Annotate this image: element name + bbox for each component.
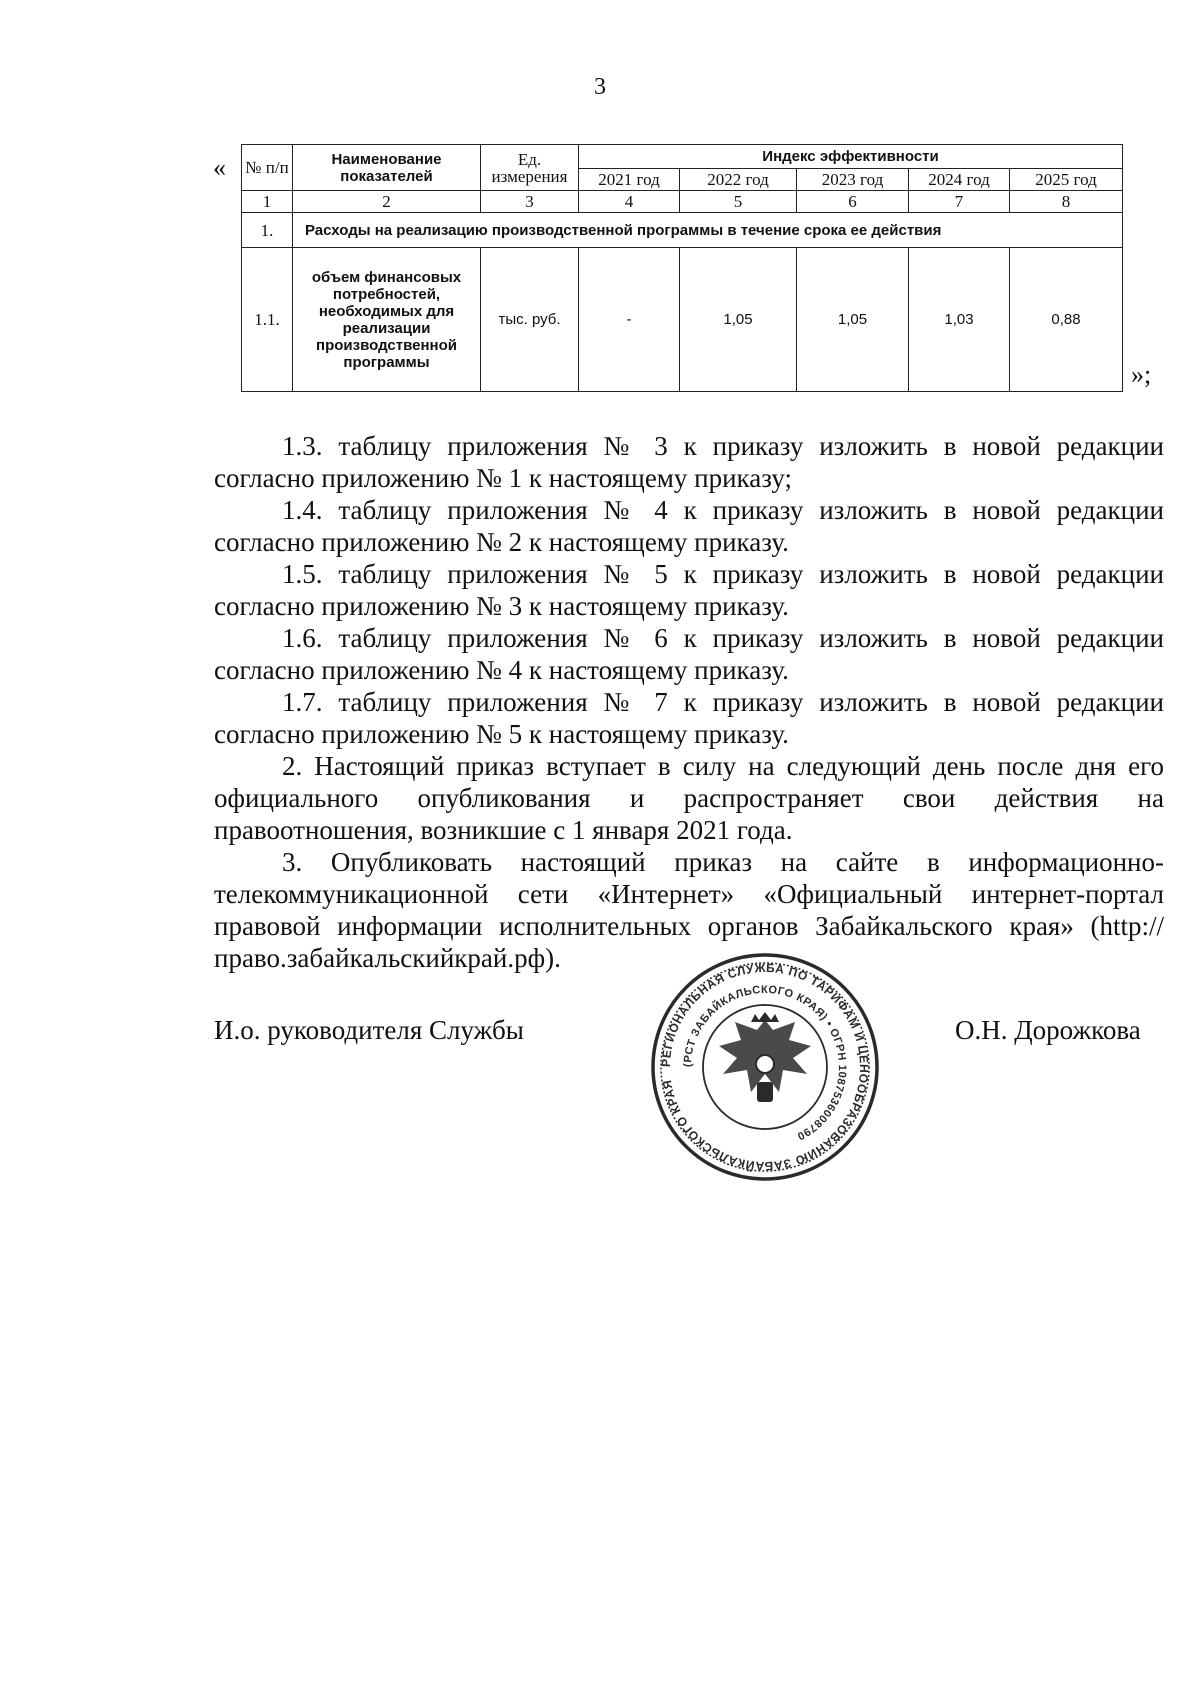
body-text: [214, 430, 1164, 974]
header-index-group: Индекс эффективности: [579, 145, 1123, 169]
row-num: 1.1.: [242, 248, 293, 392]
column-number: 8: [1010, 191, 1123, 213]
paragraph: 2. Настоящий приказ вступает в силу на следующий день после дня его официального опубликования и распространяет свои действия на правоотношения, возникшие с 1 января 2021 года.: [214, 751, 1164, 845]
header-year: 2021 год: [579, 169, 680, 191]
header-num: № п/п: [242, 145, 293, 191]
header-year: 2022 год: [680, 169, 797, 191]
row-value: 0,88: [1010, 248, 1123, 392]
table-row: [242, 248, 1123, 392]
column-number: 7: [909, 191, 1010, 213]
paragraph: 3. Опубликовать настоящий приказ на сайте в информационно-телекоммуникационной сети «Интернет» «Официальный интернет-портал правовой информации исполнительных органов Забайкальского края» (http://право.забайкальскийкрай.рф).: [214, 847, 1164, 973]
eagle-emblem-icon: [719, 1012, 811, 1102]
page-number: 3: [594, 74, 606, 100]
official-seal-stamp: [625, 942, 905, 1192]
column-number: 3: [481, 191, 579, 213]
section-title: Расходы на реализацию производственной программы в течение срока ее действия: [293, 213, 1123, 248]
paragraph: 1.3. таблицу приложения № 3 к приказу изложить в новой редакции согласно приложению № 1 к настоящему приказу;: [214, 431, 1164, 493]
column-number: 4: [579, 191, 680, 213]
header-year: 2023 год: [797, 169, 909, 191]
efficiency-index-table: [241, 144, 1123, 392]
row-unit: тыс. руб.: [481, 248, 579, 392]
closing-quote: »;: [1131, 360, 1152, 389]
row-value: 1,05: [680, 248, 797, 392]
row-value: -: [579, 248, 680, 392]
header-year: 2025 год: [1010, 169, 1123, 191]
row-name: объем финансовых потребностей, необходимых для реализации производственной программы: [293, 248, 481, 392]
header-unit: Ед. измерения: [481, 145, 579, 191]
section-row: [242, 213, 1123, 248]
header-name: Наименование показателей: [293, 145, 481, 191]
section-num: 1.: [242, 213, 293, 248]
row-value: 1,05: [797, 248, 909, 392]
column-numbers-row: [242, 191, 1123, 213]
signer-name: О.Н. Дорожкова: [955, 1015, 1141, 1045]
paragraph: 1.5. таблицу приложения № 5 к приказу изложить в новой редакции согласно приложению № 3 к настоящему приказу.: [214, 559, 1164, 621]
column-number: 6: [797, 191, 909, 213]
column-number: 1: [242, 191, 293, 213]
opening-quote: «: [213, 153, 226, 182]
paragraph: 1.4. таблицу приложения № 4 к приказу изложить в новой редакции согласно приложению № 2 к настоящему приказу.: [214, 495, 1164, 557]
paragraph: 1.7. таблицу приложения № 7 к приказу изложить в новой редакции согласно приложению № 5 к настоящему приказу.: [214, 687, 1164, 749]
signer-title: И.о. руководителя Службы: [214, 1015, 524, 1045]
paragraph: 1.6. таблицу приложения № 6 к приказу изложить в новой редакции согласно приложению № 4 к настоящему приказу.: [214, 623, 1164, 685]
seal-inner-text: (РСТ ЗАБАЙКАЛЬСКОГО КРАЯ) • ОГРН 1087536008790: [681, 983, 849, 1143]
column-number: 2: [293, 191, 481, 213]
row-value: 1,03: [909, 248, 1010, 392]
header-year: 2024 год: [909, 169, 1010, 191]
column-number: 5: [680, 191, 797, 213]
seal-outer-text: РЕГИОНАЛЬНАЯ СЛУЖБА ПО ТАРИФАМ И ЦЕНООБРАЗОВАНИЮ ЗАБАЙКАЛЬСКОГО КРАЯ: [658, 960, 872, 1174]
